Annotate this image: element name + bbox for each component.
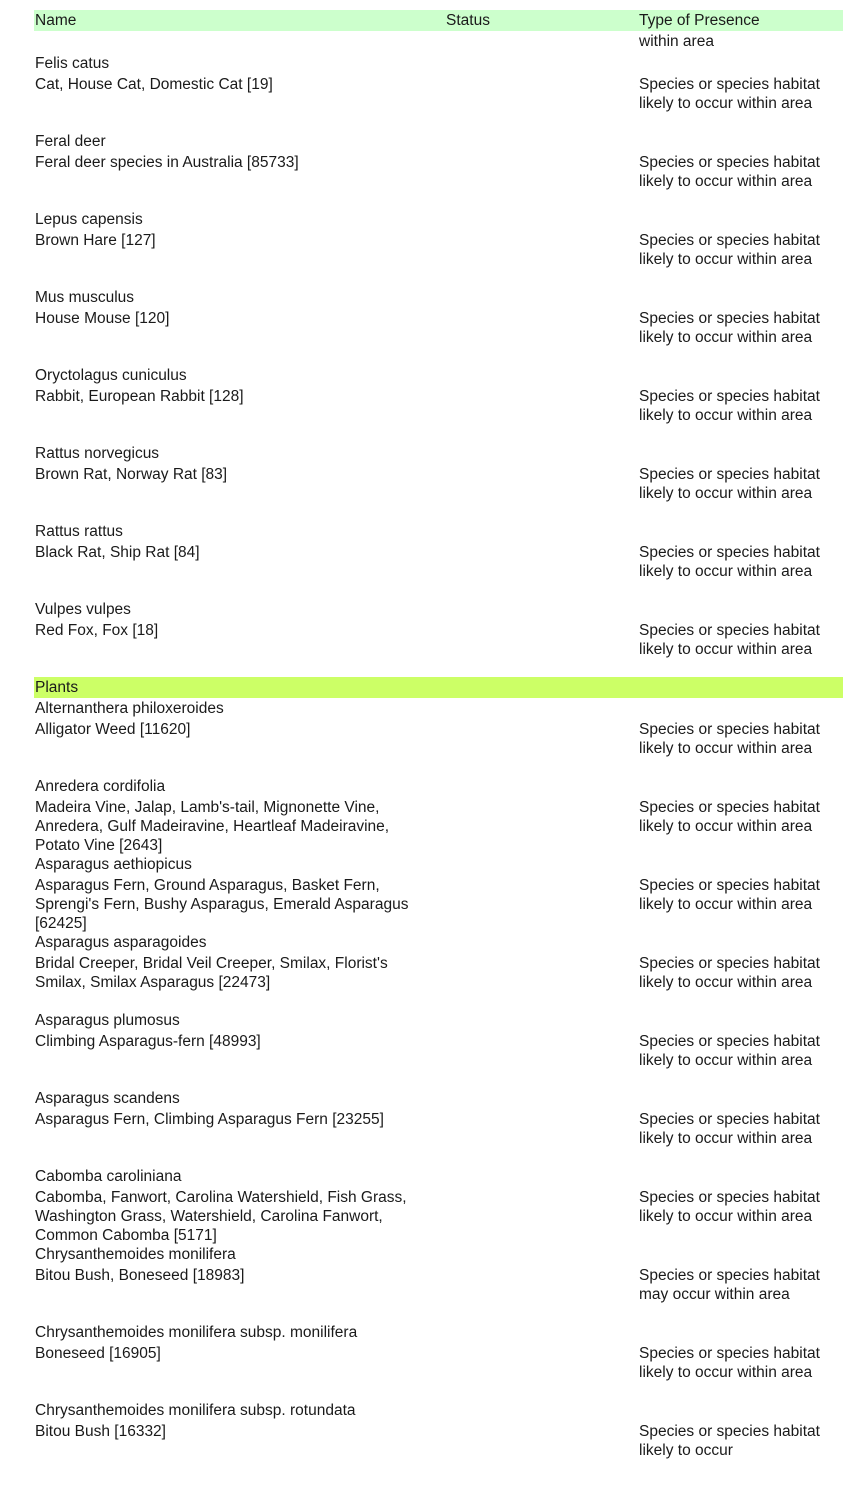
common-name: Climbing Asparagus-fern [48993]	[35, 1033, 261, 1050]
header-status: Status	[446, 12, 490, 29]
scientific-name: Asparagus plumosus	[35, 1012, 180, 1029]
type-of-presence: Species or species habitat likely to occur within area	[639, 310, 820, 346]
scientific-name: Chrysanthemoides monilifera subsp. rotundata	[35, 1402, 356, 1419]
common-name: Feral deer species in Australia [85733]	[35, 154, 299, 171]
scientific-name: Cabomba caroliniana	[35, 1168, 182, 1185]
type-of-presence: Species or species habitat likely to occur within area	[639, 721, 820, 757]
scientific-name: Oryctolagus cuniculus	[35, 367, 187, 384]
scientific-name: Mus musculus	[35, 289, 135, 306]
type-of-presence: Species or species habitat likely to occur within area	[639, 466, 820, 502]
type-of-presence: Species or species habitat likely to occur within area	[639, 955, 820, 991]
scientific-name: Rattus rattus	[35, 523, 123, 540]
scientific-name: Alternanthera philoxeroides	[35, 700, 224, 717]
common-name: Madeira Vine, Jalap, Lamb's-tail, Mignonette Vine, Anredera, Gulf Madeiravine, Heartleaf Madeiravine, Potato Vine [2643]	[35, 799, 390, 854]
type-of-presence: Species or species habitat likely to occur within area	[639, 622, 820, 658]
scientific-name: Vulpes vulpes	[35, 601, 131, 618]
common-name: Brown Rat, Norway Rat [83]	[35, 466, 228, 483]
type-of-presence: Species or species habitat likely to occur within area	[639, 232, 820, 268]
type-of-presence: Species or species habitat likely to occur within area	[639, 1189, 820, 1225]
scientific-name: Asparagus scandens	[35, 1090, 180, 1107]
type-of-presence: Species or species habitat likely to occur within area	[639, 877, 820, 913]
continued-presence-text: within area	[639, 33, 714, 50]
type-of-presence: Species or species habitat likely to occur within area	[639, 1111, 820, 1147]
type-of-presence: Species or species habitat likely to occur within area	[639, 388, 820, 424]
table-header	[34, 10, 843, 31]
section-header-plants	[34, 677, 843, 698]
scientific-name: Chrysanthemoides monilifera subsp. monilifera	[35, 1324, 358, 1341]
common-name: Asparagus Fern, Climbing Asparagus Fern [23255]	[35, 1111, 384, 1128]
common-name: Cat, House Cat, Domestic Cat [19]	[35, 76, 273, 93]
common-name: Brown Hare [127]	[35, 232, 156, 249]
scientific-name: Rattus norvegicus	[35, 445, 160, 462]
scientific-name: Felis catus	[35, 55, 110, 72]
scientific-name: Asparagus asparagoides	[35, 934, 207, 951]
common-name: Bitou Bush [16332]	[35, 1423, 166, 1440]
type-of-presence: Species or species habitat likely to occur within area	[639, 154, 820, 190]
common-name: Asparagus Fern, Ground Asparagus, Basket Fern, Sprengi's Fern, Bushy Asparagus, Emerald Asparagus [62425]	[35, 877, 409, 932]
type-of-presence: Species or species habitat likely to occur within area	[639, 1345, 820, 1381]
scientific-name: Asparagus aethiopicus	[35, 856, 192, 873]
type-of-presence: Species or species habitat may occur within area	[639, 1267, 820, 1303]
scientific-name: Lepus capensis	[35, 211, 143, 228]
common-name: Boneseed [16905]	[35, 1345, 161, 1362]
common-name: Bitou Bush, Boneseed [18983]	[35, 1267, 245, 1284]
type-of-presence: Species or species habitat likely to occur within area	[639, 76, 820, 112]
section-title: Plants	[35, 679, 79, 696]
scientific-name: Anredera cordifolia	[35, 778, 166, 795]
header-name: Name	[35, 12, 77, 29]
scientific-name: Chrysanthemoides monilifera	[35, 1246, 236, 1263]
type-of-presence: Species or species habitat likely to occur	[639, 1423, 820, 1459]
type-of-presence: Species or species habitat likely to occur within area	[639, 544, 820, 580]
common-name: Rabbit, European Rabbit [128]	[35, 388, 244, 405]
common-name: Alligator Weed [11620]	[35, 721, 191, 738]
type-of-presence: Species or species habitat likely to occur within area	[639, 799, 820, 835]
header-type-of-presence: Type of Presence	[639, 12, 760, 29]
type-of-presence: Species or species habitat likely to occur within area	[639, 1033, 820, 1069]
scientific-name: Feral deer	[35, 133, 106, 150]
common-name: Black Rat, Ship Rat [84]	[35, 544, 200, 561]
common-name: House Mouse [120]	[35, 310, 170, 327]
common-name: Cabomba, Fanwort, Carolina Watershield, Fish Grass, Washington Grass, Watershield, Carolina Fanwort, Common Cabomba [5171]	[35, 1189, 407, 1244]
common-name: Bridal Creeper, Bridal Veil Creeper, Smilax, Florist's Smilax, Smilax Asparagus [22473]	[35, 955, 388, 991]
common-name: Red Fox, Fox [18]	[35, 622, 159, 639]
